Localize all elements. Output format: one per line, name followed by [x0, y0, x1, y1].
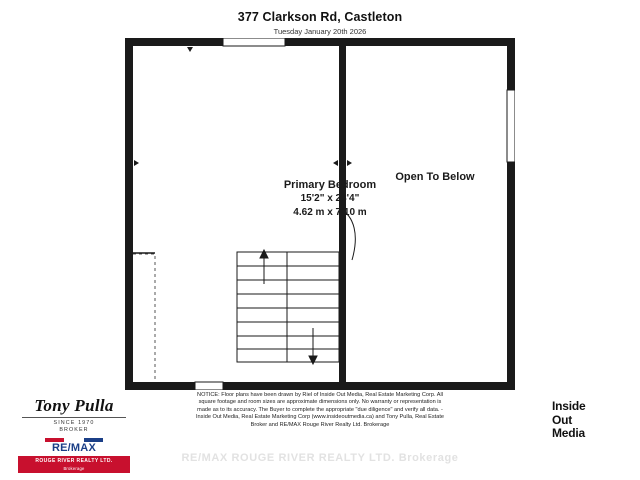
agent-since: SINCE 1970: [53, 420, 95, 426]
page-title: 377 Clarkson Rd, Castleton: [237, 10, 403, 24]
agent-role: BROKER: [59, 427, 89, 433]
room-label-primary-bedroom: [245, 178, 415, 220]
brokerage-subtitle: Brokerage: [63, 465, 85, 471]
agent-name: Tony Pulla: [34, 396, 114, 415]
inside-out-media-logo: [552, 400, 622, 441]
wall-direction-markers: [134, 47, 352, 166]
room-dimensions-imperial: 15'2" x 23'4": [300, 193, 360, 204]
knee-wall-dashed: [133, 254, 155, 382]
disclaimer-text: NOTICE: Floor plans have been drawn by Riel of Inside Out Media, Real Estate Marketing Corp. All square footage and room sizes are approximate dimensions only. No warranty or representation is made as to its accuracy. The Buyer to complete the appropriate "due diligence" and verify all data. - Inside Out Media, Real Estate Marketing Corp (www.insideoutmedia.ca) and Tony Pulla, Real Estate Broker and RE/MAX Rouge River Realty Ltd. Brokerage: [196, 392, 445, 428]
plan-header: [0, 10, 640, 37]
room-name: Open To Below: [395, 171, 475, 183]
logo-line-2: Out: [552, 412, 573, 427]
room-label-open-to-below: [350, 170, 520, 184]
watermark-text: RE/MAX ROUGE RIVER REALTY LTD. Brokerage: [181, 452, 459, 464]
remax-wordmark: RE/MAX: [52, 442, 96, 454]
logo-line-1: Inside: [552, 399, 586, 413]
divider: [22, 417, 126, 418]
page-subtitle: Tuesday January 20th 2026: [273, 27, 367, 36]
brokerage-name: ROUGE RIVER REALTY LTD.: [35, 457, 113, 464]
room-dimensions-metric: 4.62 m x 7.10 m: [293, 207, 367, 218]
staircase: [237, 252, 339, 362]
logo-line-3: Media: [552, 426, 586, 440]
room-name: Primary Bedroom: [283, 179, 377, 191]
floorplan-drawing: [125, 38, 515, 390]
